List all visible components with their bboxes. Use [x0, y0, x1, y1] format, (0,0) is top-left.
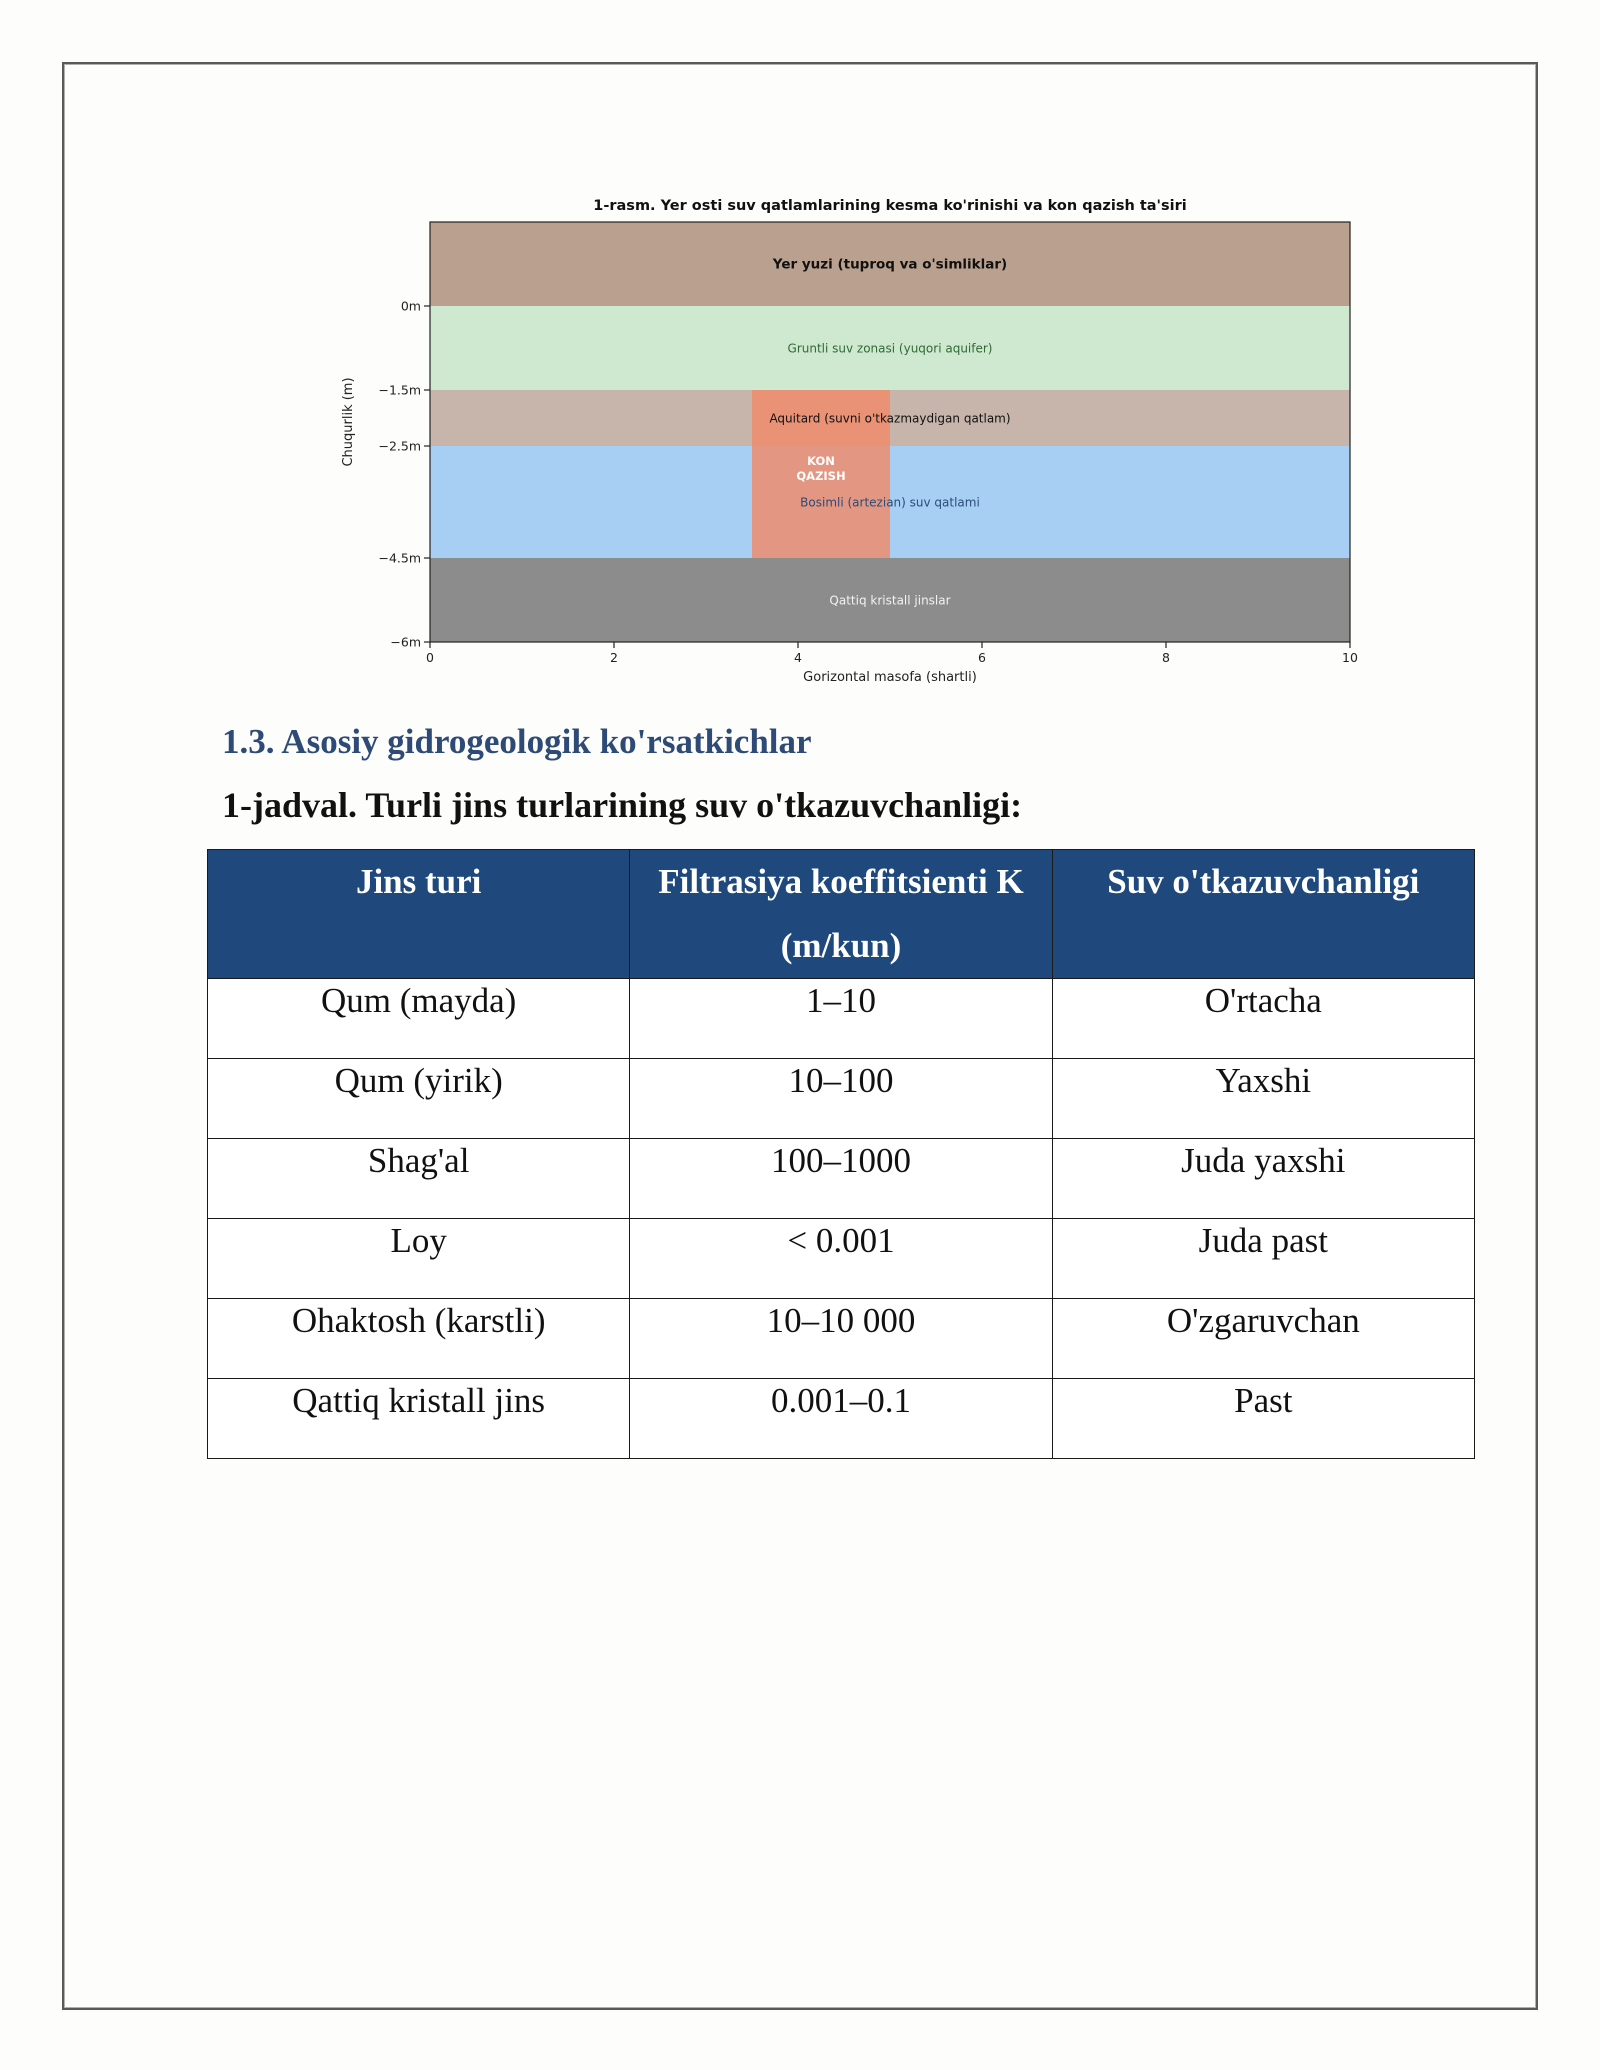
header-permeability: Suv o'tkazuvchanligi: [1052, 850, 1474, 979]
cell-permeability: Juda yaxshi: [1052, 1139, 1474, 1219]
chart-title: 1-rasm. Yer osti suv qatlamlarining kesma ko'rinishi va kon qazish ta'siri: [593, 198, 1187, 214]
cell-permeability: Yaxshi: [1052, 1059, 1474, 1139]
cell-k-value: 10–10 000: [630, 1299, 1052, 1379]
x-tick-label: 6: [978, 650, 986, 665]
layer-label: Gruntli suv zonasi (yuqori aquifer): [787, 341, 993, 356]
cell-permeability: O'zgaruvchan: [1052, 1299, 1474, 1379]
x-tick-label: 4: [794, 650, 802, 665]
x-tick-label: 8: [1162, 650, 1170, 665]
table-row: [208, 1139, 1475, 1219]
table-row: [208, 1299, 1475, 1379]
cell-k-value: 10–100: [630, 1059, 1052, 1139]
y-axis-label: Chuqurlik (m): [341, 377, 356, 467]
layer-label: Qattiq kristall jinslar: [829, 593, 951, 608]
cell-permeability: Past: [1052, 1379, 1474, 1459]
cross-section-figure: [330, 190, 1370, 700]
cell-permeability: O'rtacha: [1052, 979, 1474, 1059]
table-caption: 1-jadval. Turli jins turlarining suv o'tkazuvchanligi:: [222, 785, 1023, 825]
layer-label: Bosimli (artezian) suv qatlami: [800, 495, 980, 510]
cell-k-value: 100–1000: [630, 1139, 1052, 1219]
table-row: [208, 1379, 1475, 1459]
header-rock-type: Jins turi: [208, 850, 630, 979]
cell-k-value: 1–10: [630, 979, 1052, 1059]
y-tick-label: −4.5m: [378, 550, 421, 566]
permeability-table: [207, 849, 1475, 1459]
cell-permeability: Juda past: [1052, 1219, 1474, 1299]
layer-label: Yer yuzi (tuproq va o'simliklar): [772, 256, 1008, 273]
cross-section-svg: [330, 190, 1370, 700]
cell-rock-type: Qum (yirik): [208, 1059, 630, 1139]
table-header-row: [208, 850, 1475, 979]
excavation-label: QAZISH: [796, 469, 846, 483]
cell-rock-type: Qum (mayda): [208, 979, 630, 1059]
table-row: [208, 1219, 1475, 1299]
section-heading: 1.3. Asosiy gidrogeologik ko'rsatkichlar: [222, 722, 812, 761]
x-tick-label: 10: [1342, 650, 1358, 665]
cell-rock-type: Ohaktosh (karstli): [208, 1299, 630, 1379]
table-row: [208, 979, 1475, 1059]
cell-rock-type: Qattiq kristall jins: [208, 1379, 630, 1459]
y-tick-label: −1.5m: [378, 382, 421, 398]
x-tick-label: 0: [426, 650, 434, 665]
table-row: [208, 1059, 1475, 1139]
x-tick-label: 2: [610, 650, 618, 665]
y-tick-label: −2.5m: [378, 438, 421, 454]
cell-rock-type: Loy: [208, 1219, 630, 1299]
x-axis-label: Gorizontal masofa (shartli): [803, 670, 977, 685]
cell-rock-type: Shag'al: [208, 1139, 630, 1219]
header-filtration-coefficient: Filtrasiya koeffitsienti K (m/kun): [630, 850, 1052, 979]
cell-k-value: < 0.001: [630, 1219, 1052, 1299]
cell-k-value: 0.001–0.1: [630, 1379, 1052, 1459]
excavation-label: KON: [807, 454, 835, 468]
layer-label: Aquitard (suvni o'tkazmaydigan qatlam): [769, 411, 1011, 426]
y-tick-label: −6m: [390, 634, 421, 650]
y-tick-label: 0m: [400, 298, 421, 314]
